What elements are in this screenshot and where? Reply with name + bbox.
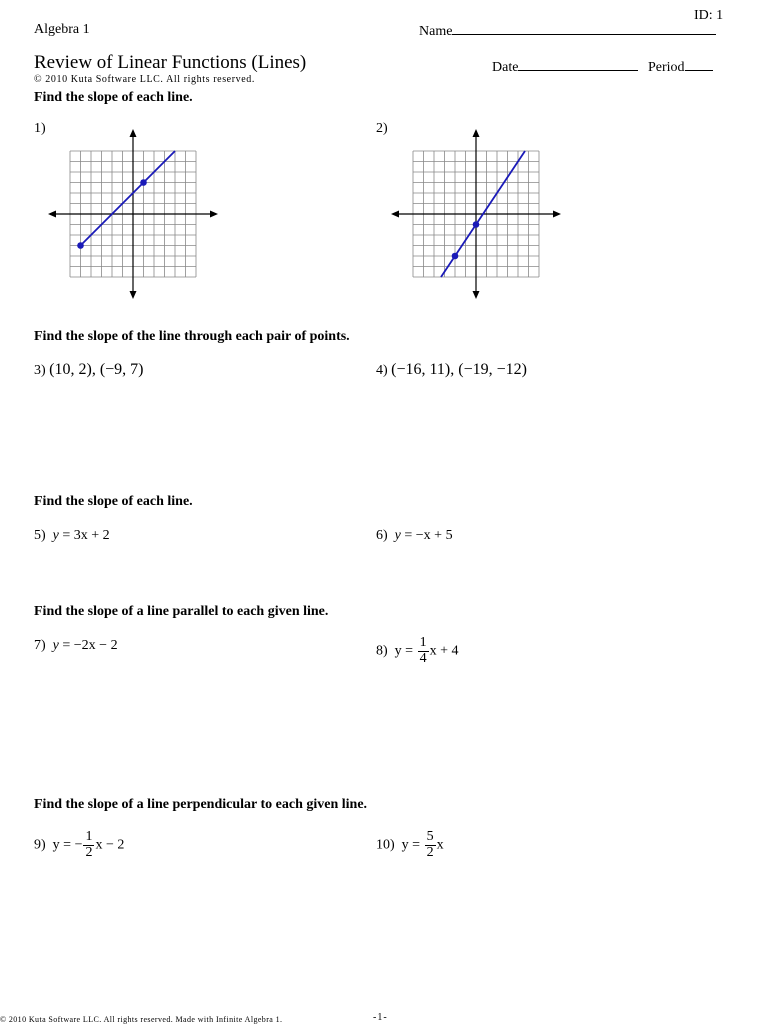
problem-6-equation: = −x + 5 bbox=[400, 528, 453, 543]
problem-9-fraction-numerator: 1 bbox=[85, 829, 93, 844]
date-label: Date bbox=[492, 60, 519, 75]
problem-6-y: y bbox=[394, 528, 401, 543]
section-heading-perpendicular: Find the slope of a line perpendicular to each given line. bbox=[34, 797, 368, 812]
problem-7-equation: = −2x − 2 bbox=[58, 638, 118, 653]
section-heading-slope-graph: Find the slope of each line. bbox=[34, 90, 193, 105]
plotted-point bbox=[473, 221, 480, 228]
problem-8-fraction-numerator: 1 bbox=[419, 635, 427, 650]
plotted-point bbox=[140, 179, 147, 186]
y-axis-arrow-up bbox=[130, 129, 137, 137]
problem-9-lhs: y = − bbox=[52, 837, 83, 853]
worksheet-id: ID: 1 bbox=[694, 8, 724, 23]
problem-8-lhs: y = bbox=[394, 643, 417, 659]
problem-6 bbox=[376, 528, 453, 544]
plotted-line bbox=[81, 151, 176, 246]
problem-9-number: 9) bbox=[34, 837, 46, 853]
problem-10-number: 10) bbox=[376, 837, 395, 853]
problem-2-number: 2) bbox=[376, 121, 388, 136]
graph-problem-2 bbox=[391, 128, 561, 300]
problem-4-points: (−16, 11), (−19, −12) bbox=[391, 361, 527, 378]
problem-8-number: 8) bbox=[376, 643, 388, 659]
plotted-point bbox=[452, 253, 459, 260]
problem-3-number: 3) bbox=[34, 363, 46, 378]
problem-10-lhs: y = bbox=[401, 837, 424, 853]
problem-5-y: y bbox=[52, 528, 59, 543]
problem-1-number: 1) bbox=[34, 121, 46, 136]
problem-4 bbox=[376, 361, 527, 379]
course-name: Algebra 1 bbox=[34, 22, 90, 37]
problem-10-fraction-numerator: 5 bbox=[426, 829, 434, 844]
problem-3-points: (10, 2), (−9, 7) bbox=[49, 361, 144, 378]
y-axis-arrow-down bbox=[473, 291, 480, 299]
y-axis-arrow-up bbox=[473, 129, 480, 137]
x-axis-arrow-right bbox=[553, 211, 561, 218]
problem-8-rest: x + 4 bbox=[429, 643, 459, 659]
problem-7-y: y bbox=[52, 638, 59, 653]
problem-5-number: 5) bbox=[34, 528, 46, 543]
problem-6-number: 6) bbox=[376, 528, 388, 543]
x-axis-arrow-left bbox=[391, 211, 399, 218]
problem-9-rest: x − 2 bbox=[95, 837, 125, 853]
problem-8 bbox=[376, 636, 458, 666]
plotted-point bbox=[77, 242, 84, 249]
problem-10-rest: x bbox=[436, 837, 444, 853]
section-heading-two-points: Find the slope of the line through each pair of points. bbox=[34, 329, 350, 344]
period-label: Period bbox=[648, 60, 685, 75]
problem-3 bbox=[34, 361, 144, 379]
period-field[interactable] bbox=[648, 58, 713, 76]
problem-10-fraction-denominator: 2 bbox=[426, 844, 434, 860]
problem-7-number: 7) bbox=[34, 638, 46, 653]
problem-7 bbox=[34, 638, 118, 654]
x-axis-arrow-left bbox=[48, 211, 56, 218]
section-heading-parallel: Find the slope of a line parallel to each given line. bbox=[34, 604, 329, 619]
page-title: Review of Linear Functions (Lines) bbox=[34, 52, 307, 73]
graph-problem-1 bbox=[48, 128, 218, 300]
y-axis-arrow-down bbox=[130, 291, 137, 299]
footer-copyright: © 2010 Kuta Software LLC. All rights reserved. Made with Infinite Algebra 1. bbox=[0, 1015, 283, 1024]
x-axis-arrow-right bbox=[210, 211, 218, 218]
problem-9 bbox=[34, 830, 124, 860]
problem-5 bbox=[34, 528, 110, 544]
problem-8-fraction-denominator: 4 bbox=[419, 650, 427, 666]
problem-5-equation: = 3x + 2 bbox=[58, 528, 110, 543]
date-field[interactable] bbox=[492, 58, 638, 76]
name-field[interactable] bbox=[419, 22, 716, 40]
problem-4-number: 4) bbox=[376, 363, 388, 378]
page-number: -1- bbox=[373, 1012, 388, 1023]
copyright-notice: © 2010 Kuta Software LLC. All rights reserved. bbox=[34, 74, 255, 85]
problem-9-fraction-denominator: 2 bbox=[85, 844, 93, 860]
name-label: Name bbox=[419, 24, 453, 39]
section-heading-equation: Find the slope of each line. bbox=[34, 494, 193, 509]
problem-10 bbox=[376, 830, 444, 860]
